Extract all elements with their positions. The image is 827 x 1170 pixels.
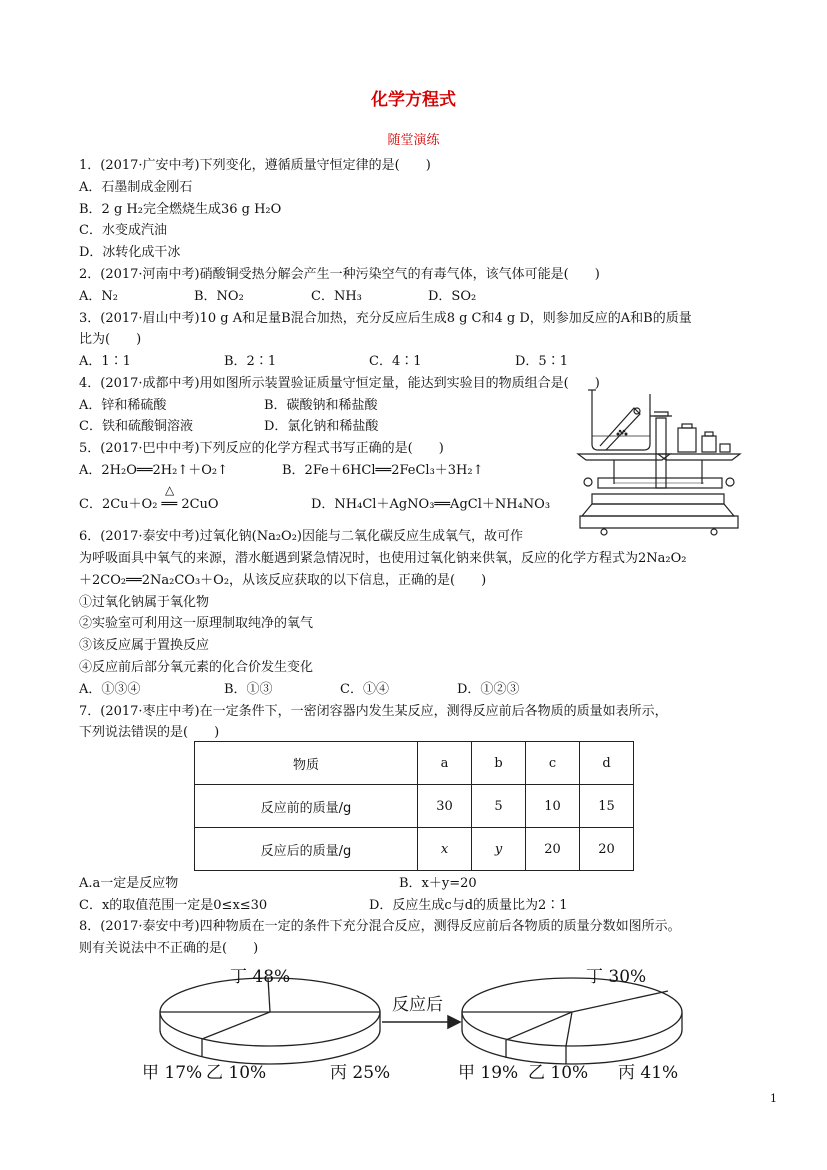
- table-cell: 15: [580, 785, 634, 828]
- q2-option-b: B．NO₂: [194, 289, 244, 304]
- table-cell: x: [418, 828, 472, 871]
- before-jia-label: 甲 17%: [142, 1063, 203, 1083]
- table-cell: 30: [418, 785, 472, 828]
- q7-stem-line1: 7．(2017·枣庄中考)在一定条件下，一密闭容器内发生某反应，测得反应前后各物质的质量如表所示，: [79, 704, 668, 719]
- q4-option-b: B．碳酸钠和稀盐酸: [264, 398, 378, 413]
- q1-option-b: B．2 g H₂完全燃烧生成36 g H₂O: [79, 202, 282, 217]
- q6-item-4: ④反应前后部分氧元素的化合价发生变化: [79, 660, 314, 675]
- q7-option-c: C．x的取值范围一定是0≤x≤30: [79, 898, 268, 913]
- table-header-cell: d: [580, 742, 634, 785]
- table-cell: 20: [580, 828, 634, 871]
- q3-option-b: B．2∶1: [224, 354, 277, 369]
- balance-apparatus-figure: [574, 388, 744, 538]
- q7-option-b: B．x＋y=20: [399, 876, 477, 891]
- q6-item-3: ③该反应属于置换反应: [79, 638, 210, 653]
- q2-option-a: A．N₂: [79, 289, 118, 304]
- q5-option-a: A．2H₂O══2H₂↑＋O₂↑: [79, 463, 228, 478]
- q3-stem-line1: 3．(2017·眉山中考)10 g A和足量B混合加热，充分反应后生成8 g C和4 g D，则参加反应的A和B的质量: [79, 311, 692, 326]
- before-yi-label: 乙 10%: [206, 1063, 267, 1083]
- after-yi-label: 乙 10%: [528, 1063, 589, 1083]
- mass-table: [194, 741, 634, 871]
- q4-option-d: D．氯化钠和稀盐酸: [264, 419, 379, 434]
- table-row: [195, 785, 634, 828]
- q3-stem-line2: 比为( ): [79, 332, 142, 347]
- q2-option-c: C．NH₃: [311, 289, 362, 304]
- q7-option-a: A.a一定是反应物: [79, 876, 179, 891]
- q8-stem-line2: 则有关说法中不正确的是( ): [79, 941, 259, 956]
- table-header-cell: b: [472, 742, 526, 785]
- q6-stem-line1: 6．(2017·泰安中考)过氧化钠(Na₂O₂)因能与二氧化碳反应生成氧气，故可作: [79, 529, 523, 544]
- table-cell: 反应前的质量/g: [195, 785, 418, 828]
- q4-option-c: C．铁和硫酸铜溶液: [79, 419, 193, 434]
- arrow-label: 反应后: [392, 995, 443, 1015]
- q2-stem: 2．(2017·河南中考)硝酸铜受热分解会产生一种污染空气的有毒气体，该气体可能是( ): [79, 267, 600, 282]
- q6-option-c: C．①④: [340, 682, 389, 697]
- q5-option-b: B．2Fe＋6HCl══2FeCl₃＋3H₂↑: [282, 463, 484, 478]
- page-title: 化学方程式: [371, 90, 456, 110]
- q6-option-b: B．①③: [224, 682, 273, 697]
- q8-stem-line1: 8．(2017·泰安中考)四种物质在一定的条件下充分混合反应，测得反应前后各物质的质量分数如图所示。: [79, 919, 681, 934]
- q5-heat-condition: △: [165, 483, 175, 497]
- q3-option-d: D．5∶1: [515, 354, 568, 369]
- table-header-cell: c: [526, 742, 580, 785]
- q6-item-1: ①过氧化钠属于氧化物: [79, 595, 210, 610]
- q5-option-d: D．NH₄Cl＋AgNO₃══AgCl＋NH₄NO₃: [311, 497, 551, 512]
- q6-item-2: ②实验室可利用这一原理制取纯净的氧气: [79, 616, 314, 631]
- q2-option-d: D．SO₂: [428, 289, 477, 304]
- table-cell: 反应后的质量/g: [195, 828, 418, 871]
- before-bing-label: 丙 25%: [330, 1063, 391, 1083]
- table-cell: 20: [526, 828, 580, 871]
- q3-option-a: A．1∶1: [79, 354, 131, 369]
- page-number: 1: [770, 1092, 777, 1105]
- table-cell: 10: [526, 785, 580, 828]
- q6-stem-line2: 为呼吸面具中氧气的来源，潜水艇遇到紧急情况时，也使用过氧化钠来供氧，反应的化学方程式为2Na₂O₂: [79, 551, 687, 566]
- table-cell: 5: [472, 785, 526, 828]
- section-subtitle: 随堂演练: [387, 133, 440, 148]
- after-jia-label: 甲 19%: [458, 1063, 519, 1083]
- q1-option-a: A．石墨制成金刚石: [79, 180, 193, 195]
- q5-option-c: C．2Cu＋O₂ ══ 2CuO: [79, 497, 219, 512]
- table-header-cell: a: [418, 742, 472, 785]
- pie-charts-figure: [130, 960, 700, 1085]
- q7-stem-line2: 下列说法错误的是( ): [79, 725, 220, 740]
- q1-option-c: C．水变成汽油: [79, 223, 167, 238]
- after-bing-label: 丙 41%: [618, 1063, 679, 1083]
- q6-option-d: D．①②③: [457, 682, 520, 697]
- table-header-cell: 物质: [195, 742, 418, 785]
- q5-stem: 5．(2017·巴中中考)下列反应的化学方程式书写正确的是( ): [79, 441, 444, 456]
- q1-option-d: D．冰转化成干冰: [79, 245, 181, 260]
- q4-stem: 4．(2017·成都中考)用如图所示装置验证质量守恒定量，能达到实验目的物质组合是( ): [79, 376, 600, 391]
- after-ding-label: 丁 30%: [586, 967, 647, 987]
- q7-option-d: D．反应生成c与d的质量比为2∶1: [369, 898, 568, 913]
- q3-option-c: C．4∶1: [369, 354, 422, 369]
- q6-option-a: A．①③④: [79, 682, 141, 697]
- q1-stem: 1．(2017·广安中考)下列变化，遵循质量守恒定律的是( ): [79, 158, 431, 173]
- table-cell: y: [472, 828, 526, 871]
- before-ding-label: 丁 48%: [230, 967, 291, 987]
- table-row: [195, 828, 634, 871]
- q6-stem-line3: ＋2CO₂══2Na₂CO₃＋O₂，从该反应获取的以下信息，正确的是( ): [79, 573, 487, 588]
- table-header-row: [195, 742, 634, 785]
- q4-option-a: A．锌和稀硫酸: [79, 398, 167, 413]
